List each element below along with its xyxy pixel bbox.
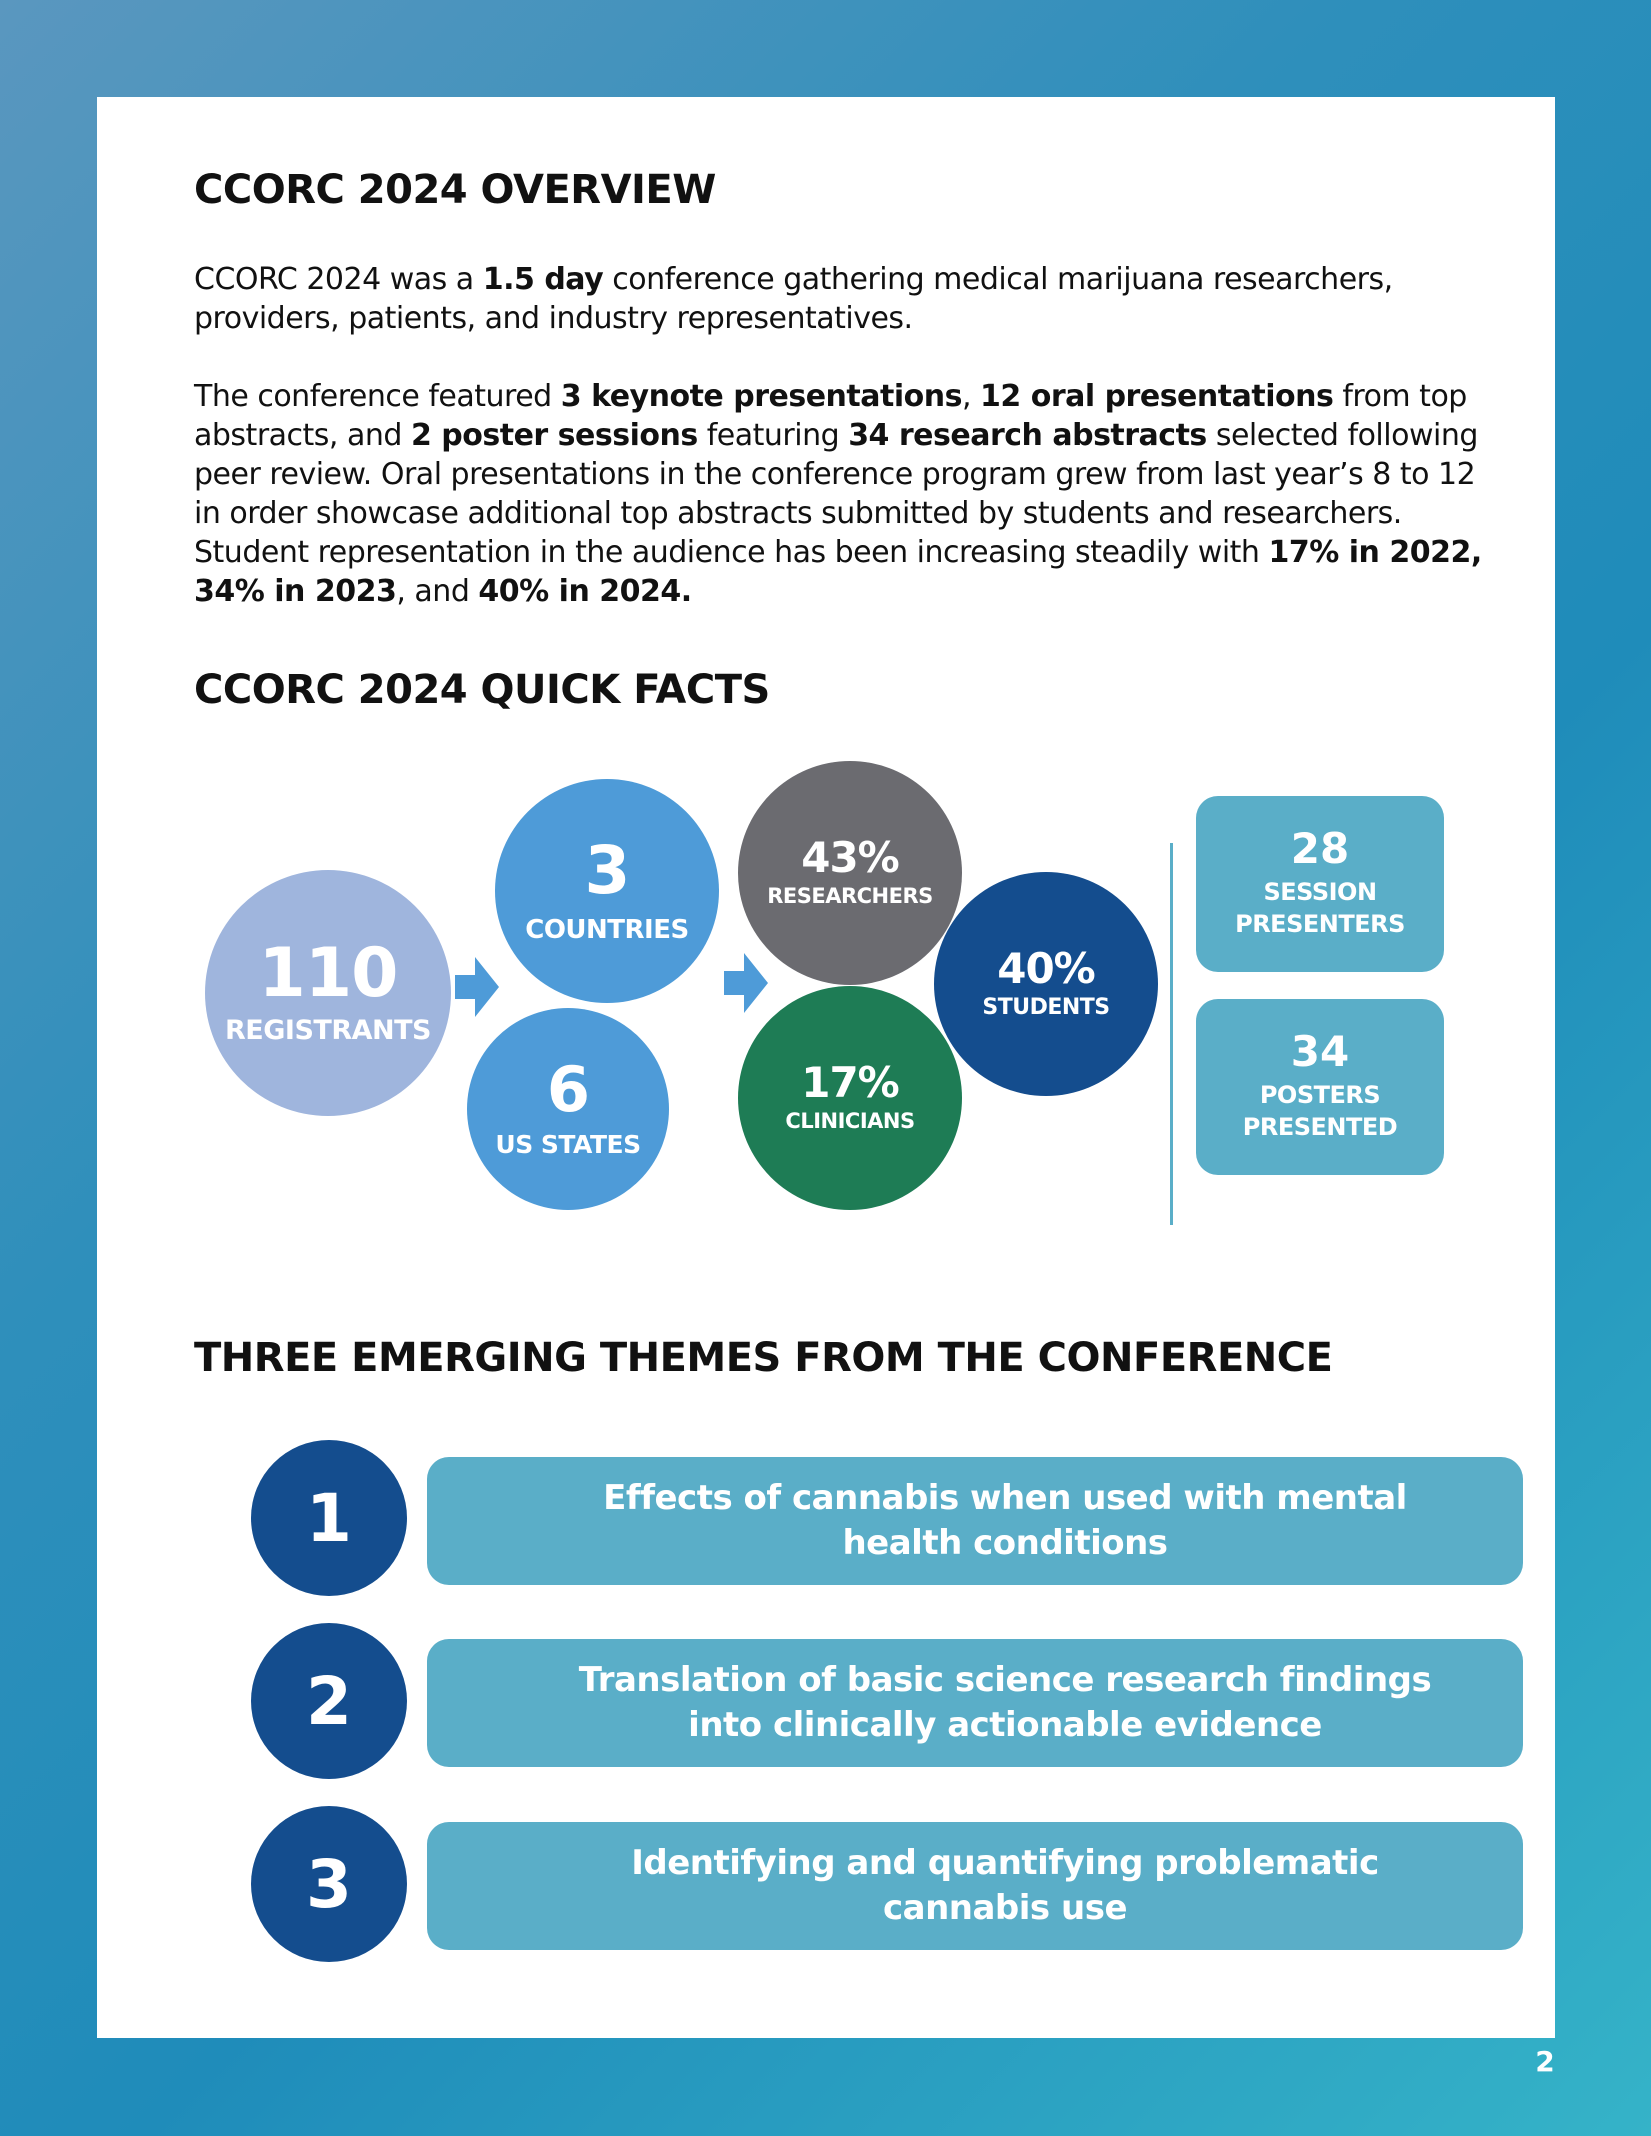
theme-number-badge: 1 — [251, 1440, 407, 1596]
posters-presented-label: POSTERS PRESENTED — [1242, 1081, 1398, 1141]
us-states-label: US STATES — [495, 1130, 641, 1160]
session-presenters-box — [1196, 796, 1444, 972]
arrow-right-icon — [724, 953, 768, 1013]
us-states-value: 6 — [546, 1053, 590, 1127]
page-number: 2 — [1535, 2045, 1555, 2078]
theme-text: Translation of basic science research findings into clinically actionable evidence — [578, 1660, 1432, 1745]
quick-facts-title: CCORC 2024 QUICK FACTS — [194, 667, 770, 713]
researchers-circle — [738, 761, 962, 985]
arrow-right-icon — [455, 957, 499, 1017]
clinicians-label: CLINICIANS — [785, 1109, 915, 1134]
researchers-label: RESEARCHERS — [767, 884, 933, 909]
overview-title: CCORC 2024 OVERVIEW — [194, 167, 716, 213]
countries-value: 3 — [584, 831, 630, 909]
researchers-value: 43% — [801, 833, 899, 883]
theme-bar-1 — [427, 1457, 1523, 1585]
posters-presented-box — [1196, 999, 1444, 1175]
session-presenters-value: 28 — [1290, 824, 1350, 873]
theme-number-badge: 2 — [251, 1623, 407, 1779]
themes-title: THREE EMERGING THEMES FROM THE CONFERENCE — [194, 1335, 1333, 1381]
theme-number-badge: 3 — [251, 1806, 407, 1962]
students-circle — [934, 872, 1158, 1096]
overview-paragraph-2: The conference featured 3 keynote presentations, 12 oral presentations from top abstracts, and 2 poster sessions featuring 34 research abstracts selected following peer review. Oral presentations in the conference program grew from last year’s 8 to 12 in order showcase additional top abstracts submitted by students and researchers. Student representation in the audience has been increasing steadily with 17% in 2022, 34% in 2023, and 40% in 2024. — [194, 379, 1482, 609]
posters-presented-value: 34 — [1290, 1027, 1350, 1076]
countries-label: COUNTRIES — [525, 914, 689, 945]
divider — [1170, 843, 1173, 1225]
overview-paragraph-1: CCORC 2024 was a 1.5 day conference gathering medical marijuana researchers, providers, patients, and industry representatives. — [194, 262, 1393, 336]
us-states-circle — [467, 1008, 669, 1210]
content-panel — [97, 97, 1555, 2038]
students-label: STUDENTS — [982, 994, 1110, 1020]
theme-bar-2 — [427, 1639, 1523, 1767]
theme-bar-3 — [427, 1822, 1523, 1950]
students-value: 40% — [997, 943, 1095, 993]
countries-circle — [495, 779, 719, 1003]
theme-text: Identifying and quantifying problematic cannabis use — [631, 1843, 1379, 1928]
registrants-value: 110 — [258, 934, 398, 1014]
registrants-circle — [205, 870, 451, 1116]
theme-text: Effects of cannabis when used with mental health conditions — [603, 1478, 1407, 1563]
clinicians-value: 17% — [801, 1058, 899, 1108]
registrants-label: REGISTRANTS — [225, 1015, 431, 1047]
session-presenters-label: SESSION PRESENTERS — [1235, 878, 1405, 938]
clinicians-circle — [738, 986, 962, 1210]
